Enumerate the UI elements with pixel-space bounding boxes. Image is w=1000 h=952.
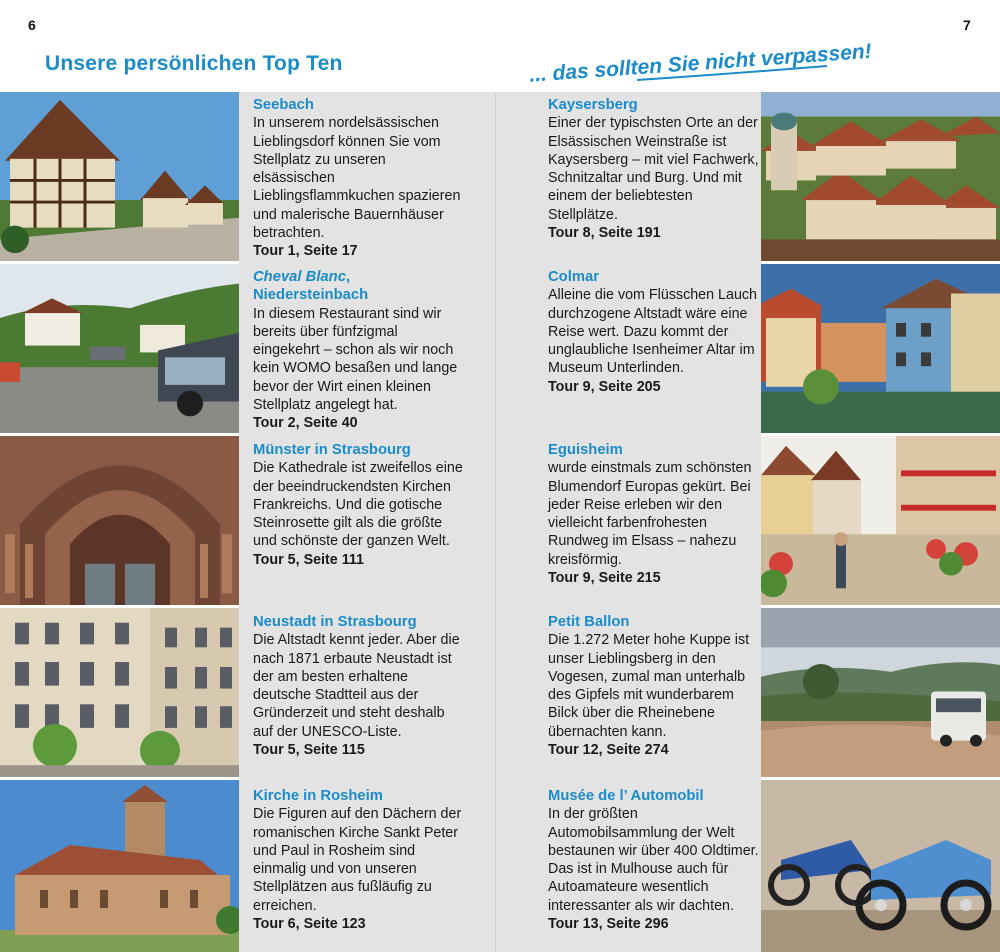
entry-tour-ref: Tour 6, Seite 123 [253,916,366,933]
entry-muenster [253,441,465,569]
photo-kaysersberg [761,92,1000,264]
entry-title: Musée de l’ Automobil [548,788,704,804]
entry-tour-ref: Tour 5, Seite 115 [253,742,365,759]
entry-tour-ref: Tour 2, Seite 40 [253,415,358,432]
entry-body: wurde einstmals zum schönsten Blumendorf Europas gekürt. Bei jeder Reise erleben wir den vielleicht farbenfrohesten Rundweg im Elsass – nahezu kreisförmig. [548,460,752,568]
entry-body: Die Altstadt kennt jeder. Aber die nach 1871 erbaute Neustadt ist der am besten erhaltene deutsche Stadtteil aus der Gründerzeit und steht deshalb auf der UNESCO-Liste. [253,632,460,740]
entry-title: Petit Ballon [548,614,630,630]
page-gutter [495,92,496,952]
photo-cheval-blanc [0,264,239,436]
entry-title: Seebach [253,97,314,113]
entry-neustadt [253,613,465,759]
entry-tour-ref: Tour 13, Seite 296 [548,916,669,933]
entry-cheval-blanc [253,268,465,433]
entry-tour-ref: Tour 1, Seite 17 [253,243,358,260]
page-number-right: 7 [963,17,971,33]
entry-body: Einer der typischsten Orte an der Elsässischen Weinstraße ist Kaysersberg – mit viel Fachwerk, Schnitzaltar und Burg. Und mit einem der beliebtesten Stellplätze. [548,115,759,223]
photo-petit-ballon [761,608,1000,780]
entry-body: In der größten Automobilsammlung der Welt bestaunen wir über 400 Oldtimer. Das ist in Mulhouse auch für Autoamateure wesentlich interessanter als wir dachten. [548,806,759,914]
entry-musee-automobile [548,787,760,933]
entry-tour-ref: Tour 12, Seite 274 [548,742,669,759]
heading-left: Unsere persönlichen Top Ten [45,52,343,75]
entry-title: Eguisheim [548,442,623,458]
photo-eguisheim [761,436,1000,608]
photo-muenster [0,436,239,608]
photo-seebach [0,92,239,264]
entry-tour-ref: Tour 9, Seite 205 [548,378,661,395]
entry-title: Colmar [548,269,599,285]
page-number-left: 6 [28,17,36,33]
entry-rosheim [253,787,465,933]
photo-rosheim [0,780,239,952]
entry-title: Cheval Blanc, Niedersteinbach [253,269,369,304]
entry-body: In unserem nordelsässischen Lieblingsdorf können Sie vom Stellplatz zu unseren elsässischen Lieblingsflammkuchen spazieren und malerische Bauernhäuser betrachten. [253,115,461,242]
entry-kaysersberg [548,96,760,242]
entry-body: Die 1.272 Meter hohe Kuppe ist unser Lieblingsberg in den Vogesen, zumal man unterhalb des Gipfels mit wunderbarem Bilck über die Rheinebene übernachten kann. [548,632,750,740]
entry-eguisheim [548,441,760,587]
heading-right-text: ... das sollten Sie nicht verpassen! [528,40,873,87]
entry-tour-ref: Tour 8, Seite 191 [548,225,661,242]
photo-musee-automobile [761,780,1000,952]
entry-tour-ref: Tour 5, Seite 111 [253,551,364,568]
entry-title: Neustadt in Strasbourg [253,614,417,630]
entry-body: Die Kathedrale ist zweifellos eine der beeindruckendsten Kirchen Frankreichs. Und die gotische Steinrosette gilt als die größte und schönste der ganzen Welt. [253,460,463,550]
entry-body: Die Figuren auf den Dächern der romanischen Kirche Sankt Peter und Paul in Rosheim sind einmalig und von unseren Stellplätzen aus fußläufig zu erreichen. [253,806,462,914]
entry-title: Kaysersberg [548,97,638,113]
entry-seebach [253,96,465,261]
entry-body: Alleine die vom Flüsschen Lauch durchzogene Altstadt wäre eine Reise wert. Dazu kommt der unglaubliche Isenheimer Altar im Museum Unterlinden. [548,287,758,377]
entry-tour-ref: Tour 9, Seite 215 [548,570,661,587]
entry-title: Kirche in Rosheim [253,788,383,804]
photo-neustadt [0,608,239,780]
entry-body: In diesem Restaurant sind wir bereits über fünfzigmal eingekehrt – schon als wir noch kein WOMO besaßen und lange bevor der Wirt einen kleinen Stellplatz angelegt hat. [253,305,458,414]
photo-colmar [761,264,1000,436]
heading-right [527,40,877,90]
entry-title: Münster in Strasbourg [253,442,411,458]
entry-colmar [548,268,760,396]
entry-petit-ballon [548,613,760,759]
